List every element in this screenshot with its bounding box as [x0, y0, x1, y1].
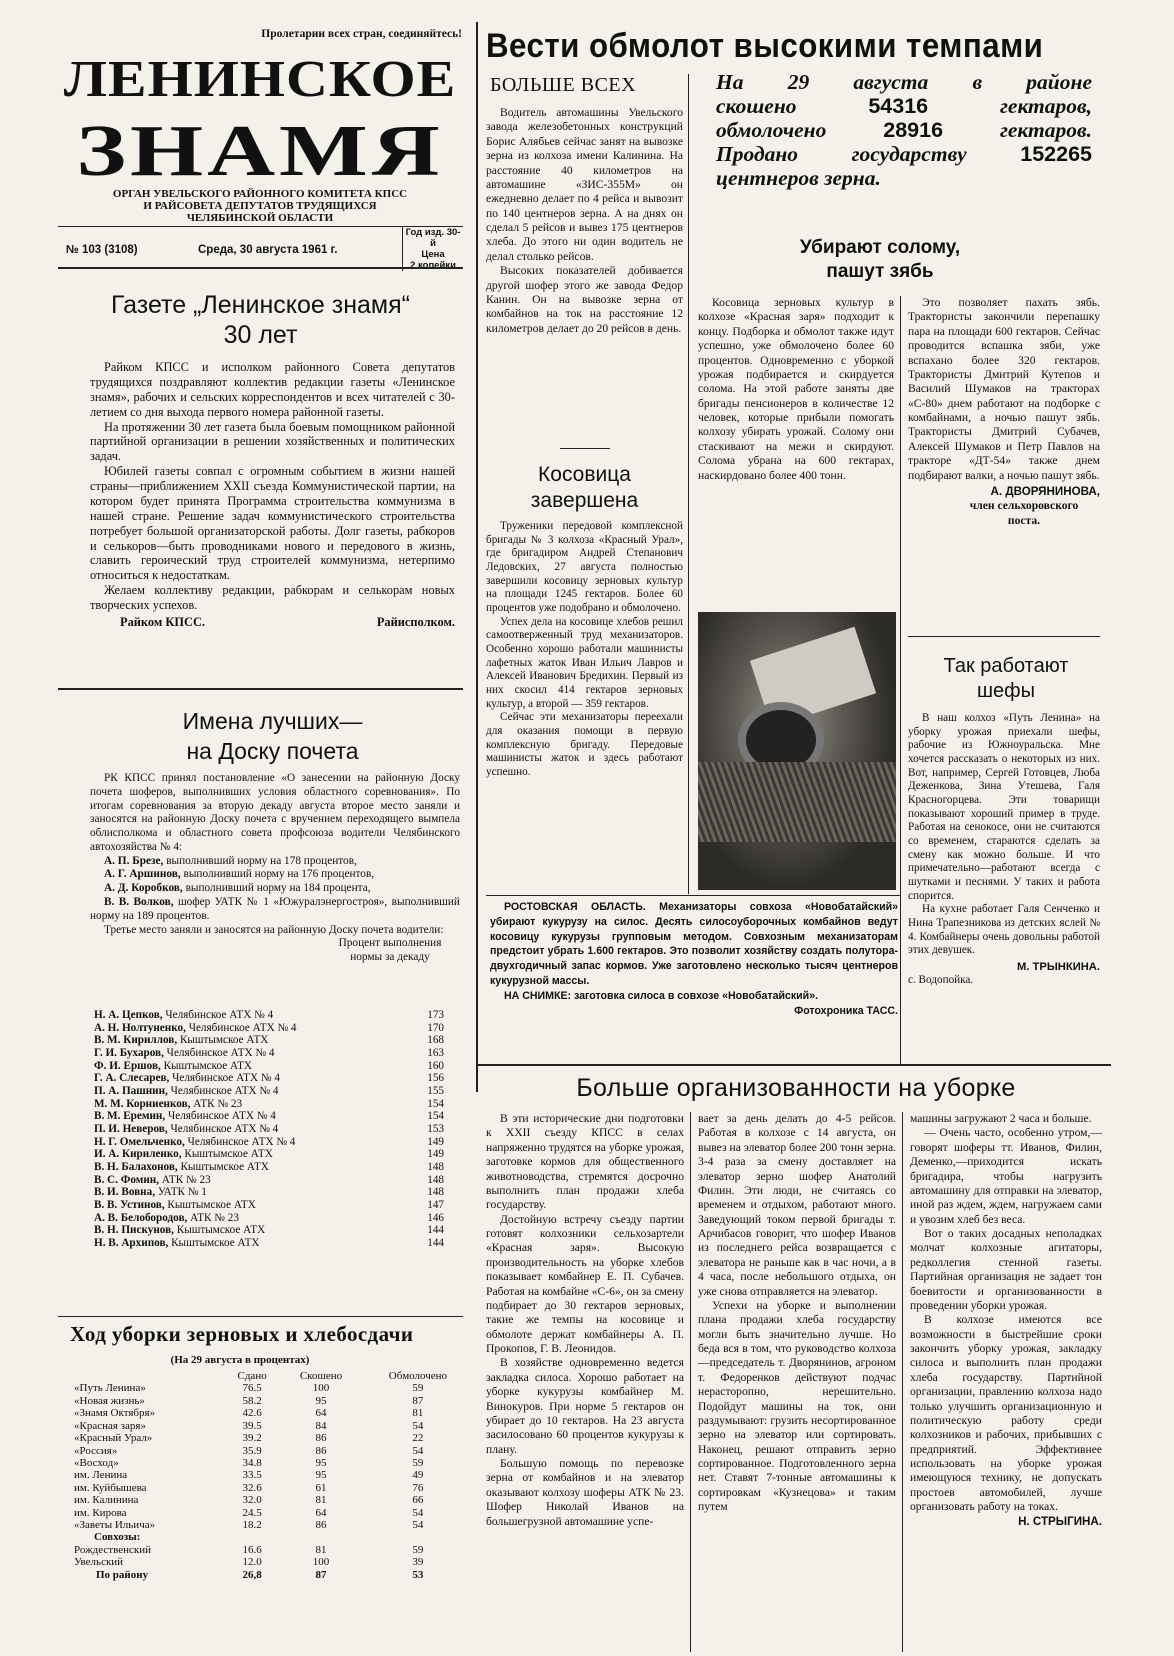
- harvest-sold: 39.2: [242, 1432, 262, 1445]
- score-percent: 148: [427, 1173, 444, 1186]
- harvest-row: [74, 1445, 474, 1457]
- honor-score-row: [94, 1047, 444, 1060]
- harvest-subtitle: (На 29 августа в процентах): [170, 1354, 310, 1366]
- patrons-body: В наш колхоз «Путь Ленина» на уборку урожая приехали шефы, рабочие из Южноуральска. Мне хочется рассказать о некоторых из них. Вот, например, Сергей Готовцев, Люба Деженкова, Зина Утешева, Галя Красногорцева. Эти товарищи показывают хороший пример в труде. Работая на сенокосе, они не считаются со временем, стараются сделать за смену как можно больше. И что примечательно—работают всегда с шутками и песнями. У таких и работа спорится. На кухне работает Галя Сенченко и Нина Трапезникова из детских яслей № 4. Комбайнеры очень довольны работой этих девушек. М. ТРЫНКИНА. с. Водопойка.: [908, 712, 1100, 987]
- honor-score-row: [94, 1136, 444, 1149]
- kosovica-body: Труженики передовой комплексной бригады № 3 колхоза «Красный Урал», где бригадиром Андрей Степанович Ледовских, 27 августа полностью завершили косовицу зерновых культур на площади 1245 гектаров. Более 60 процентов уже подобрано и обмолочено. Успех дела на косовице хлебов решил самоотверженный труд механизаторов. Особенно хорошо работали машинисты лафетных жаток Иван Ильич Лавров и Алексей Иванович Бредихин. Первый из них скосил 414 гектаров зерновых культур, а второй — 359 гектаров. Сейчас эти механизаторы переехали для оказания помощи в первую комплексную бригаду. Передовые машинисты жаток и здесь работают успешно.: [486, 520, 683, 778]
- harvest-farm-name: им. Ленина: [74, 1469, 128, 1482]
- harvest-mowed: 86: [315, 1444, 327, 1457]
- harvest-sold: 32.6: [242, 1481, 262, 1494]
- photo-on-snapshot: НА СНИМКЕ: заготовка силоса в совхозе «Новобатайский».: [504, 989, 819, 1002]
- harvest-threshed: 59: [412, 1543, 424, 1556]
- straw-author: А. ДВОРЯНИНОВА,: [990, 484, 1100, 498]
- harvest-farm-name: «Россия»: [74, 1444, 118, 1457]
- harvest-farm-name: Рождественский: [74, 1543, 152, 1556]
- org-title: Больше организованности на уборке: [576, 1074, 1016, 1102]
- harvest-header-row: [74, 1370, 474, 1382]
- harvest-mowed: 86: [315, 1519, 327, 1532]
- photo-caption-text: Механизаторы совхоза «Новобатайский» убирают кукурузу на силос. Десять силосоуборочных комбайнов ведут косовицу кукурузы групповым методом. Совхозным механизаторам предстоит убрать 1.600 гектаров. Это позволит хозяйству создать полутора-двухгодичный запас кормов. Уже заготовлено несколько тысяч центнеров кукурузной массы.: [490, 901, 898, 988]
- score-percent: 149: [427, 1148, 444, 1161]
- harvest-mowed: 64: [315, 1506, 327, 1519]
- harvest-threshed: 49: [412, 1469, 424, 1482]
- score-driver-org: Кыштымское АТХ: [177, 1160, 269, 1173]
- score-percent: 160: [427, 1059, 444, 1072]
- harvest-row: [74, 1382, 474, 1394]
- photo-caption-place: РОСТОВСКАЯ ОБЛАСТЬ.: [504, 901, 646, 913]
- issue-date: Среда, 30 августа 1961 г.: [198, 244, 338, 256]
- harvest-farm-name: им. Кирова: [74, 1506, 127, 1519]
- harvest-sold: 34.8: [242, 1456, 262, 1469]
- score-driver-org: Кыштымское АТХ: [160, 1059, 252, 1072]
- honor-body: [90, 772, 460, 964]
- patrons-author: М. ТРЫНКИНА.: [1017, 960, 1100, 973]
- straw-author-role1: член сельхоровского: [969, 499, 1079, 513]
- jubilee-title: [58, 290, 463, 350]
- score-driver-name: Н. В. Архипов,: [94, 1236, 169, 1249]
- harvest-row: [74, 1407, 474, 1419]
- harvest-threshed: 54: [412, 1444, 424, 1457]
- harvest-sold: 18.2: [242, 1519, 262, 1532]
- score-driver-org: АТК № 23: [159, 1173, 211, 1186]
- kosovica-title-line1: Косовица: [538, 463, 631, 486]
- score-driver-name: А. Н. Нолтуненко,: [94, 1021, 186, 1034]
- harvest-threshed: 76: [412, 1481, 424, 1494]
- harvest-row: [74, 1457, 474, 1469]
- price-box: [402, 227, 463, 271]
- honor-title-line1: Имена лучших—: [182, 708, 363, 734]
- score-percent: 148: [427, 1186, 444, 1199]
- price-label: Цена: [421, 249, 445, 260]
- harvest-farm-name: По району: [96, 1568, 149, 1581]
- harvest-farm-name: «Красный Урал»: [74, 1432, 153, 1445]
- honor-score-row: [94, 1186, 444, 1199]
- harvest-row: [74, 1482, 474, 1494]
- score-percent: 149: [427, 1135, 444, 1148]
- score-driver-name: В. И. Вовна,: [94, 1186, 156, 1199]
- harvest-threshed: 53: [412, 1568, 424, 1581]
- harvest-farm-name: Увельский: [74, 1556, 124, 1569]
- harvest-farm-name: «Путь Ленина»: [74, 1382, 146, 1395]
- org-col3: машины загружают 2 часа и больше. — Очень часто, особенно утром,—говорят шоферы тт. Иванов, Филин, Деменко,—приходится искать бригадира, чтобы нагрузить автомашину для отправки на элеватор, иной раз ждем, ждем, нагружаем сами и увозим хлеб без веса. Вот о таких досадных неполадках молчат колхозные агитаторы, редколлегия стенной газеты. Партийная организация не задает тон боевитости и организованности в проведении уборки урожая. В колхозе имеются все возможности в быстрейшие сроки закончить уборку урожая, закладку силоса и выполнить план продажи хлеба государству. Партийной организации, правлению колхоза надо только улучшить организационную и политическую работу среди колхозников и рабочих, прибывших с предприятий. Эффективнее использовать на уборке урожая имеющуюся технику, не допускать простоев автомобилей, лучше организовать работу на токах. Н. СТРЫГИНА.: [910, 1112, 1102, 1528]
- honor-score-row: [94, 1098, 444, 1111]
- harvest-sold: 42.6: [242, 1407, 262, 1420]
- harvest-farm-name: «Заветы Ильича»: [74, 1519, 156, 1532]
- kosovica-title: [486, 462, 683, 514]
- harvest-mowed: 95: [315, 1469, 327, 1482]
- harvest-row: [74, 1569, 474, 1581]
- harvest-mowed: 81: [315, 1543, 327, 1556]
- honor-score-row: [94, 1199, 444, 1212]
- year-of-publication: Год изд. 30-й: [405, 227, 461, 249]
- harvest-sovkhoz-label: Совхозы:: [94, 1531, 141, 1544]
- harvest-sold: 35.9: [242, 1444, 262, 1457]
- harvest-sold: 33.5: [242, 1469, 262, 1482]
- score-percent: 144: [427, 1224, 444, 1237]
- harvest-photo: [698, 612, 896, 890]
- score-driver-name: Г. И. Бухаров,: [94, 1046, 164, 1059]
- harvest-row: [74, 1544, 474, 1556]
- honor-score-row: [94, 1212, 444, 1225]
- honor-title-line2: на Доску почета: [186, 738, 359, 764]
- harvest-row: [74, 1432, 474, 1444]
- harvest-row: [74, 1420, 474, 1432]
- harvest-threshed: 87: [412, 1394, 424, 1407]
- score-driver-name: Н. Г. Омельченко,: [94, 1135, 185, 1148]
- score-driver-org: АТК № 23: [190, 1097, 243, 1110]
- score-percent: 163: [427, 1046, 444, 1059]
- harvest-mowed: 100: [312, 1382, 330, 1395]
- harvest-table: [74, 1370, 474, 1581]
- honor-score-row: [94, 1110, 444, 1123]
- harvest-farm-name: «Восход»: [74, 1456, 119, 1469]
- score-driver-name: М. М. Корниенков,: [94, 1097, 191, 1110]
- honor-score-row: [94, 1224, 444, 1237]
- score-driver-name: В. М. Еремин,: [94, 1110, 166, 1123]
- threshed-value: 28916: [883, 118, 944, 142]
- most-title: БОЛЬШЕ ВСЕХ: [490, 74, 637, 96]
- score-driver-org: Кыштымское АТХ: [181, 1148, 273, 1161]
- score-percent: 156: [427, 1072, 444, 1085]
- score-driver-name: В. Н. Балахонов,: [94, 1160, 178, 1173]
- score-driver-org: Кыштымское АТХ: [173, 1224, 266, 1237]
- harvest-mowed: 95: [315, 1456, 327, 1469]
- score-driver-org: Челябинское АТХ № 4: [184, 1135, 296, 1148]
- honor-score-row: [94, 1237, 444, 1250]
- harvest-threshed: 54: [412, 1419, 424, 1432]
- score-driver-org: Кыштымское АТХ: [168, 1236, 260, 1249]
- harvest-sold: 24.5: [242, 1506, 262, 1519]
- harvest-mowed: 95: [315, 1394, 327, 1407]
- harvest-row: [74, 1556, 474, 1568]
- honor-title: [90, 706, 455, 766]
- honor-third-place: Третье место заняли и заносятся на районную Доску почета водители:: [104, 923, 444, 936]
- masthead-slogan: Пролетарии всех стран, соединяйтесь!: [261, 28, 462, 40]
- masthead-title-line1: ЛЕНИНСКОЕ: [63, 49, 457, 108]
- masthead-title-line2: ЗНАМЯ: [76, 110, 444, 192]
- score-percent: 168: [427, 1034, 444, 1047]
- jubilee-sign-raikom: Райком КПСС.: [120, 614, 205, 629]
- score-driver-org: АТК № 23: [187, 1211, 239, 1224]
- org-col1: В эти исторические дни подготовки к XXII съезду КПСС в селах напряженно трудятся на уборке урожая, заготовке кормов для общественного животноводства, стремятся досрочно выполнить план продажи хлеба государству. Достойную встречу съезду партии готовят колхозники сельхозартели «Красная заря». Высокую производительность на уборке хлебов показывает комбайнер Е. П. Субачев. Работая на комбайне «С-6», он за смену подбирает до 30 гектаров зерновых, такие же темпы на косовице и обмолоте держат комбайнеры А. П. Прокопов, Г. В. Леонидов. В хозяйстве одновременно ведется закладка силоса. Хорошо работает на уборке кукурузы комбайнер М. Винокуров. При норме 5 гектаров он убирает до 10 гектаров. На 23 августа засилосовано 60 процентов кукурузы к плану. Большую помощь по перевозке зерна от комбайнов и на элеватор оказывают колхозу шоферы АТК № 23. Шофер Николай Иванов на большегрузной автомашине успе-: [486, 1112, 684, 1528]
- honor-scores-table: [94, 1009, 444, 1249]
- jubilee-title-line2: 30 лет: [223, 321, 298, 349]
- score-driver-org: Челябинское АТХ № 4: [185, 1021, 297, 1034]
- harvest-farm-name: им. Калинина: [74, 1494, 139, 1507]
- score-driver-name: И. А. Кириленко,: [94, 1148, 182, 1161]
- harvest-mowed: 61: [315, 1481, 327, 1494]
- harvest-threshed: 66: [412, 1494, 424, 1507]
- score-driver-org: УАТК № 1: [155, 1186, 207, 1199]
- score-percent: 154: [427, 1097, 444, 1110]
- harvest-row: [74, 1507, 474, 1519]
- honor-score-row: [94, 1022, 444, 1035]
- score-driver-name: П. А. Пашнин,: [94, 1084, 168, 1097]
- harvest-header-cell: Обмолочено: [388, 1370, 448, 1382]
- patrons-title-line2: шефы: [977, 680, 1035, 702]
- score-driver-name: В. В. Устинов,: [94, 1198, 165, 1211]
- straw-title-line1: Убирают солому,: [799, 237, 961, 258]
- org-col2: вает за день делать до 4-5 рейсов. Работая в колхозе с 14 августа, он вывез на элеватор более 200 тонн зерна. 3-4 раза за смену доставляет на элеватор зерно шофер Анатолий Филин. Эти люди, не считаясь со временем и отдыхом, работают много. Заведующий током первой бригады т. Арчибасов говорит, что шофер Иванов из последнего рейса возвращается с элеватора не раньше как в час ночи, а в 4 часа, после небольшого отдыха, он уже снова отправляется на элеватор. Успехи на уборке и выполнении плана продажи хлеба государству могли быть значительно лучше. Но беда вся в том, что руководство колхоза—председатель т. Дворянинов, агроном т. Федоренков действуют подчас нерасторопно, нерешительно. Подойдут машины на ток, они раздумывают: грузить несортированное зерно на элеватор или сортировать. Наконец, решают отправить зерно сортированное. Подготовленного зерна нет. Ставят 7-тонные автомашины к сортировкам «Кузнецова» и таким путем: [698, 1112, 896, 1514]
- score-driver-org: Челябинское АТХ № 4: [162, 1009, 274, 1021]
- banner-line4: Продано государству 152265: [716, 142, 1092, 166]
- straw-title-line2: пашут зябь: [826, 261, 934, 282]
- kosovica-title-line2: завершена: [530, 489, 639, 512]
- masthead: [58, 22, 462, 254]
- harvest-threshed: 39: [412, 1556, 424, 1569]
- harvest-sovkhoz-label-row: [74, 1531, 474, 1543]
- score-driver-name: Г. А. Слесарев,: [94, 1072, 170, 1085]
- straw-author-role2: поста.: [1007, 513, 1041, 527]
- honor-score-row: [94, 1174, 444, 1187]
- harvest-farm-name: им. Куйбышева: [74, 1481, 147, 1494]
- score-percent: 154: [427, 1110, 444, 1123]
- score-driver-org: Челябинское АТХ № 4: [167, 1084, 279, 1097]
- patrons-title-line1: Так работают: [943, 655, 1069, 677]
- straw-title: [760, 236, 1000, 284]
- honor-score-row: [94, 1060, 444, 1073]
- score-driver-org: Челябинское АТХ № 4: [169, 1072, 280, 1085]
- masthead-organ-line1: ОРГАН УВЕЛЬСКОГО РАЙОННОГО КОМИТЕТА КПСС: [112, 188, 408, 200]
- harvest-farm-name: «Знамя Октября»: [74, 1407, 156, 1420]
- banner-stats: [716, 70, 1092, 190]
- harvest-mowed: 86: [315, 1432, 327, 1445]
- honor-col-head: Процент выполнения нормы за декаду: [338, 937, 442, 963]
- banner-line5: центнеров зерна.: [716, 166, 881, 190]
- mowed-value: 54316: [868, 94, 929, 118]
- harvest-row: [74, 1494, 474, 1506]
- score-driver-org: Челябинское АТХ № 4: [165, 1110, 276, 1123]
- score-percent: 146: [427, 1211, 444, 1224]
- patrons-place: с. Водопойка.: [908, 974, 974, 987]
- harvest-sold: 26,8: [242, 1568, 262, 1581]
- jubilee-sign-raiispolkom: Райисполком.: [376, 614, 455, 629]
- score-driver-org: Кыштымское АТХ: [164, 1198, 256, 1211]
- masthead-organ-line2: И РАЙСОВЕТА ДЕПУТАТОВ ТРУДЯЩИХСЯ: [143, 200, 377, 212]
- harvest-row: [74, 1395, 474, 1407]
- harvest-threshed: 54: [412, 1506, 424, 1519]
- score-driver-name: А. В. Белобородов,: [94, 1211, 188, 1224]
- straw-body-left: Косовица зерновых культур в колхозе «Красная заря» подходит к концу. Подборка и обмолот также идут успешно, уже обмолочено более 60 процентов. Одновременно с уборкой урожая подбирается и скирдуется солома. На этой работе заняты две бригады пенсионеров в количестве 12 человек, которые прибыли помогать колхозу убирать урожай. Солому они стаскивают на межи и скирдуют. Солома убрана на 600 гектарах, наскирдовано более 400 тонн.: [698, 296, 894, 482]
- photo-caption: [490, 900, 898, 1019]
- harvest-mowed: 87: [315, 1568, 327, 1581]
- score-driver-name: Н. А. Цепков,: [94, 1009, 163, 1021]
- honor-score-row: [94, 1148, 444, 1161]
- sold-value: 152265: [1020, 142, 1092, 166]
- harvest-threshed: 54: [412, 1519, 424, 1532]
- honor-score-row: [94, 1123, 444, 1136]
- harvest-row: [74, 1469, 474, 1481]
- harvest-farm-name: «Новая жизнь»: [74, 1394, 145, 1407]
- score-driver-org: Челябинское АТХ № 4: [163, 1046, 275, 1059]
- honor-score-row: [94, 1009, 444, 1022]
- score-driver-name: Ф. И. Ершов,: [94, 1059, 161, 1072]
- patrons-title: [908, 654, 1104, 704]
- score-driver-name: В. С. Фомин,: [94, 1173, 160, 1186]
- score-percent: 147: [427, 1198, 444, 1211]
- most-body: Водитель автомашины Увельского завода железобетонных конструкций Борис Алябьев сейчас занят на вывозке зерна из колхоза имени Калинина. На расстояние 40 километров на автомашине «ЗИС-355М» он ежедневно делает по 4 рейса и вывозит по 140 центнеров зерна. А на днях он сделал 5 рейсов и вывез 175 центнеров хлеба. До этого ни один водитель не делал столько рейсов. Высоких показателей добивается другой шофер этого же завода Федор Канин. Он на вывозке зерна от комбайнов на ток на расстояние 12 километров делает до 20 рейсов в день.: [486, 106, 683, 335]
- honor-intro: РК КПСС принял постановление «О занесении на районную Доску почета шоферов, выполнивших условия областного соревнования». По итогам соревнования за вторую декаду августа второе место заняли и заносятся на районную Доску почета с вручением переходящего вымпела облисполкома и областного совета профсоюза водители Челябинского автохозяйства № 4:: [90, 772, 460, 853]
- harvest-threshed: 81: [412, 1407, 424, 1420]
- harvest-mowed: 100: [312, 1556, 330, 1569]
- harvest-farm-name: «Красная заря»: [74, 1419, 146, 1432]
- score-driver-name: В. Н. Пискунов,: [94, 1224, 174, 1237]
- honor-score-row: [94, 1034, 444, 1047]
- score-percent: 153: [427, 1122, 444, 1135]
- masthead-organ: [58, 188, 462, 224]
- harvest-sold: 39.5: [242, 1419, 262, 1432]
- harvest-threshed: 59: [412, 1456, 424, 1469]
- issue-number: № 103 (3108): [66, 244, 138, 256]
- banner-line3: обмолочено 28916 гектаров.: [716, 118, 1092, 142]
- price-value: 2 копейки: [410, 260, 456, 271]
- harvest-mowed: 84: [315, 1419, 327, 1432]
- harvest-header-cell: [74, 1370, 224, 1382]
- masthead-organ-line3: ЧЕЛЯБИНСКОЙ ОБЛАСТИ: [186, 212, 334, 224]
- harvest-sold: 32.0: [242, 1494, 262, 1507]
- harvest-header-cell: Сдано: [237, 1370, 267, 1382]
- score-driver-name: В. М. Кириллов,: [94, 1034, 178, 1047]
- harvest-mowed: 81: [315, 1494, 327, 1507]
- harvest-header-cell: Скошено: [299, 1370, 343, 1382]
- harvest-sold: 76.5: [242, 1382, 262, 1395]
- honor-drivers: А. П. Брезе, выполнивший норму на 178 процентов, А. Г. Аршинов, выполнивший норму на 176 процентов, А. Д. Коробков, выполнивший норму на 184 процента, В. В. Волков, шофер УАТК № 1 «Южуралэнергостроя», выполнивший норму на 189 процентов.: [90, 854, 460, 922]
- score-percent: 170: [427, 1021, 444, 1034]
- straw-body-right: Это позволяет пахать зябь. Трактористы закончили перепашку пара на площади 600 гектаров. Сейчас проводится вспашка зяби, уже вспахано более 320 гектаров. Трактористы Дмитрий Кутепов и Василий Шумаков на тракторах «С-80» днем работают на подборке с комбайнами, а ночью пашут зябь. Трактористы Дмитрий Субачев, Алексей Шумаков и Петр Павлов на тракторе «ДТ-54» также днем подбирают валки, а ночью пашут зябь. А. ДВОРЯНИНОВА, член сельхоровского поста.: [908, 296, 1100, 527]
- harvest-sold: 58.2: [242, 1394, 262, 1407]
- honor-score-row: [94, 1085, 444, 1098]
- score-percent: 144: [427, 1236, 444, 1249]
- jubilee-body: Райком КПСС и исполком районного Совета депутатов трудящихся поздравляют коллектив редакции газеты «Ленинское знамя», рабочих и сельских корреспондентов и всех читателей с 30-летием со дня выхода первого номера районной газеты. На протяжении 30 лет газета была боевым помощником районной партийной организации в решении хозяйственных и политических задач. Юбилей газеты совпал с огромным событием в жизни нашей страны—приближением XXII съезда Коммунистической партии, на котором будет принята Программа строительства коммунизма в нашей стране. Решение задач коммунистического строительства потребует большой организаторской работы. Долг газеты, рабкоров и селькоров—быть проводниками нового и передового в жизнь, славить героический труд строителей коммунизма, нетерпимо относиться к недостаткам. Желаем коллективу редакции, рабкорам и селькорам новых творческих успехов. Райком КПСС. Райисполком.: [90, 360, 455, 629]
- score-driver-org: Челябинское АТХ № 4: [167, 1122, 279, 1135]
- banner-line1: На 29 августа в районе: [716, 70, 1092, 94]
- photo-credit: Фотохроника ТАСС.: [794, 1004, 898, 1017]
- score-percent: 155: [427, 1084, 444, 1097]
- jubilee-title-line1: Газете „Ленинское знамя“: [111, 291, 410, 319]
- harvest-threshed: 59: [412, 1382, 424, 1395]
- score-percent: 173: [427, 1009, 444, 1021]
- score-driver-name: П. И. Неверов,: [94, 1122, 168, 1135]
- honor-score-row: [94, 1161, 444, 1174]
- harvest-threshed: 22: [412, 1432, 424, 1445]
- banner-line2: скошено 54316 гектаров,: [716, 94, 1093, 118]
- score-percent: 148: [427, 1160, 444, 1173]
- honor-score-row: [94, 1072, 444, 1085]
- harvest-sold: 12.0: [242, 1556, 262, 1569]
- harvest-title: Ход уборки зерновых и хлебосдачи: [70, 1322, 414, 1346]
- harvest-row: [74, 1519, 474, 1531]
- org-author: Н. СТРЫГИНА.: [1018, 1514, 1102, 1528]
- harvest-mowed: 64: [315, 1407, 327, 1420]
- harvest-sold: 16.6: [242, 1543, 262, 1556]
- banner-headline: Вести обмолот высокими темпами: [486, 27, 1044, 65]
- score-driver-org: Кыштымское АТХ: [177, 1034, 269, 1047]
